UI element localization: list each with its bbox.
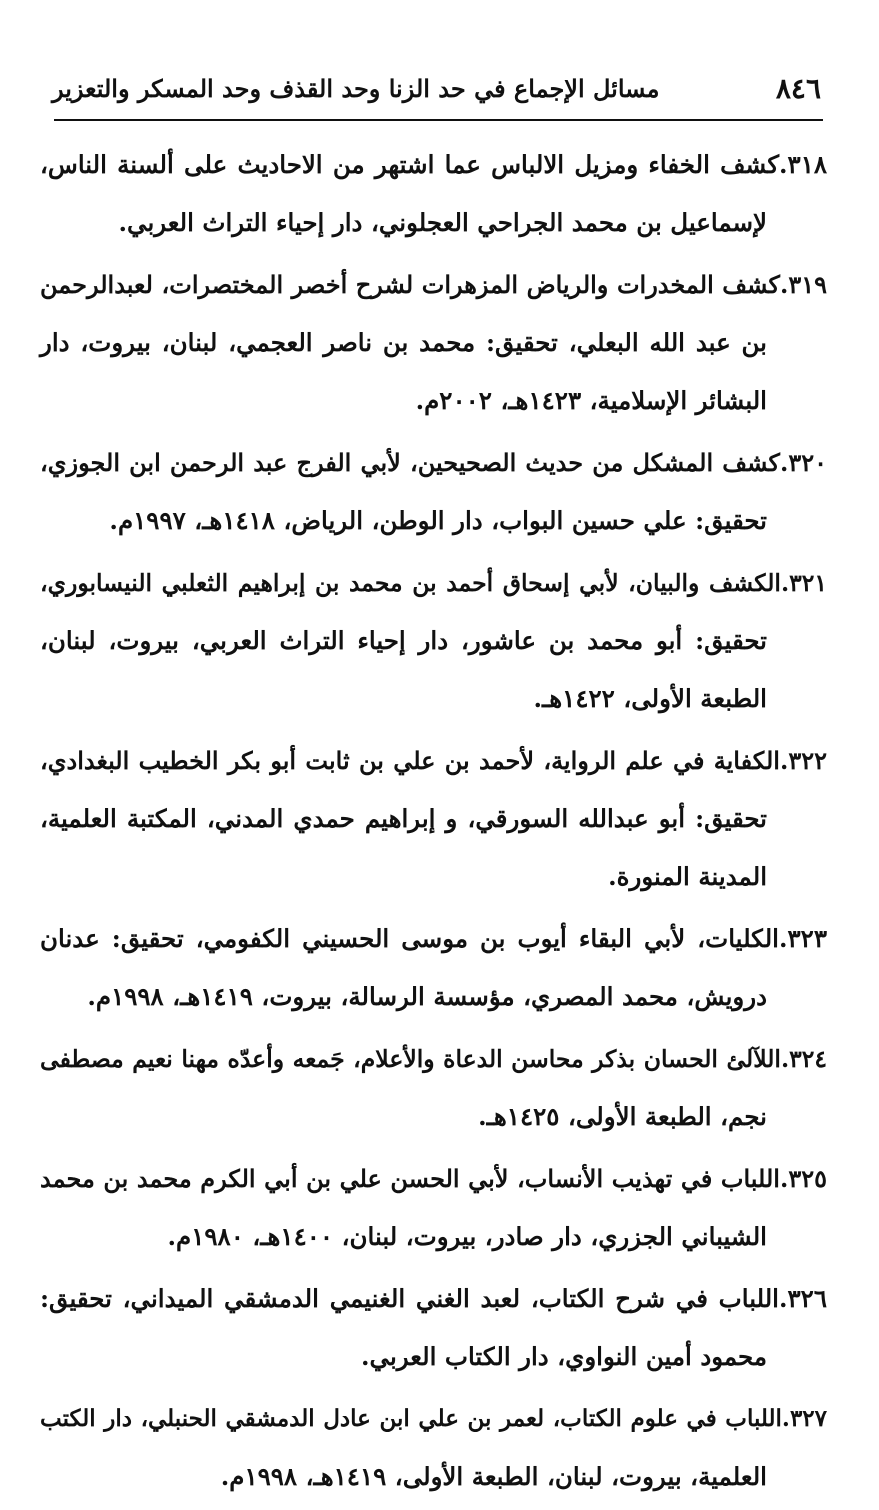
entry-line [40,670,827,728]
entry-line [40,848,827,906]
running-header [52,66,821,110]
entry-text: الكليات، لأبي البقاء أيوب بن موسى الحسيني الكفومي، تحقيق: عدنان [40,924,779,953]
entry-number: ٣٢٦. [778,1284,827,1313]
entry-line [40,136,827,194]
entry-text: اللآلئ الحسان بذكر محاسن الدعاة والأعلام، جَمعه وأعدّه مهنا نعيم مصطفى [40,1045,781,1073]
entry-line [40,910,827,968]
bibliography-entry [40,1270,827,1386]
entry-text: الكشف والبيان، لأبي إسحاق أحمد بن محمد بن إبراهيم الثعلبي النيسابوري، [40,569,781,597]
entry-text: الكفاية في علم الرواية، لأحمد بن علي بن ثابت أبو بكر الخطيب البغدادي، [40,746,780,775]
entry-number: ٣١٨. [779,150,828,179]
entry-line [40,1088,827,1146]
entry-number: ٣١٩. [779,270,827,299]
entry-line [40,372,827,430]
entry-text: الطبعة الأولى، ١٤٢٢هـ. [533,684,767,713]
bibliography-entry [40,1030,827,1146]
entry-text: اللباب في علوم الكتاب، لعمر بن علي ابن عادل الدمشقي الحنبلي، دار الكتب [40,1405,782,1432]
entry-text: الشيباني الجزري، دار صادر، بيروت، لبنان، ١٤٠٠هـ، ١٩٨٠م. [167,1222,767,1251]
entry-line [40,968,827,1026]
entry-number: ٣٢١. [780,569,827,597]
entry-number: ٣٢٧. [781,1405,827,1432]
entry-number: ٣٢٣. [778,924,827,953]
entry-line [40,434,827,492]
bibliography-entry [40,910,827,1026]
bibliography-entry [40,554,827,728]
entry-line [40,492,827,550]
entry-line [40,1328,827,1386]
entry-text: تحقيق: أبو عبدالله السورقي، و إبراهيم حمدي المدني، المكتبة العلمية، [40,804,767,833]
entry-line [40,1390,827,1448]
entry-line [40,790,827,848]
entry-text: درويش، محمد المصري، مؤسسة الرسالة، بيروت، ١٤١٩هـ، ١٩٩٨م. [87,982,767,1011]
entry-line [40,256,827,314]
entry-line [40,1448,827,1506]
header-rule [54,119,823,121]
entry-line [40,1208,827,1266]
entry-number: ٣٢٢. [779,746,827,775]
entry-line [40,554,827,612]
entry-number: ٣٢٠. [779,448,827,477]
entry-text: اللباب في شرح الكتاب، لعبد الغني الغنيمي الدمشقي الميداني، تحقيق: [40,1284,779,1313]
entry-text: كشف المخدرات والرياض المزهرات لشرح أخصر المختصرات، لعبدالرحمن [40,270,780,299]
entry-text: كشف الخفاء ومزيل الالباس عما اشتهر من الاحاديث على ألسنة الناس، [40,150,779,179]
page-number: ٨٤٦ [775,71,821,105]
running-title: مسائل الإجماع في حد الزنا وحد القذف وحد المسكر والتعزير [52,73,660,103]
entry-line [40,314,827,372]
entry-text: تحقيق: علي حسين البواب، دار الوطن، الرياض، ١٤١٨هـ، ١٩٩٧م. [109,506,767,535]
entry-line [40,612,827,670]
entry-text: نجم، الطبعة الأولى، ١٤٢٥هـ. [478,1102,767,1131]
bibliography-entry [40,136,827,252]
entry-line [40,732,827,790]
bibliography-entry [40,256,827,430]
bibliography-entry [40,732,827,906]
entry-text: محمود أمين النواوي، دار الكتاب العربي. [361,1342,767,1371]
entry-number: ٣٢٤. [780,1045,827,1073]
entry-text: بن عبد الله البعلي، تحقيق: محمد بن ناصر العجمي، لبنان، بيروت، دار [40,328,767,357]
entry-text: كشف المشكل من حديث الصحيحين، لأبي الفرج عبد الرحمن ابن الجوزي، [40,448,780,477]
bibliography-entry [40,1150,827,1266]
entry-line [40,194,827,252]
entry-text: العلمية، بيروت، لبنان، الطبعة الأولى، ١٤١٩هـ، ١٩٩٨م. [220,1462,767,1491]
bibliography-entry [40,1390,827,1506]
entry-text: البشائر الإسلامية، ١٤٢٣هـ، ٢٠٠٢م. [415,386,767,415]
bibliography-entry [40,434,827,550]
entry-text: المدينة المنورة. [608,862,767,891]
entry-line [40,1030,827,1088]
entry-line [40,1150,827,1208]
entry-text: تحقيق: أبو محمد بن عاشور، دار إحياء التراث العربي، بيروت، لبنان، [40,626,767,655]
entry-text: لإسماعيل بن محمد الجراحي العجلوني، دار إحياء التراث العربي. [118,208,767,237]
entry-text: اللباب في تهذيب الأنساب، لأبي الحسن علي بن أبي الكرم محمد بن محمد [40,1164,780,1193]
entry-number: ٣٢٥. [779,1164,827,1193]
bibliography-list [40,136,827,1510]
entry-line [40,1270,827,1328]
